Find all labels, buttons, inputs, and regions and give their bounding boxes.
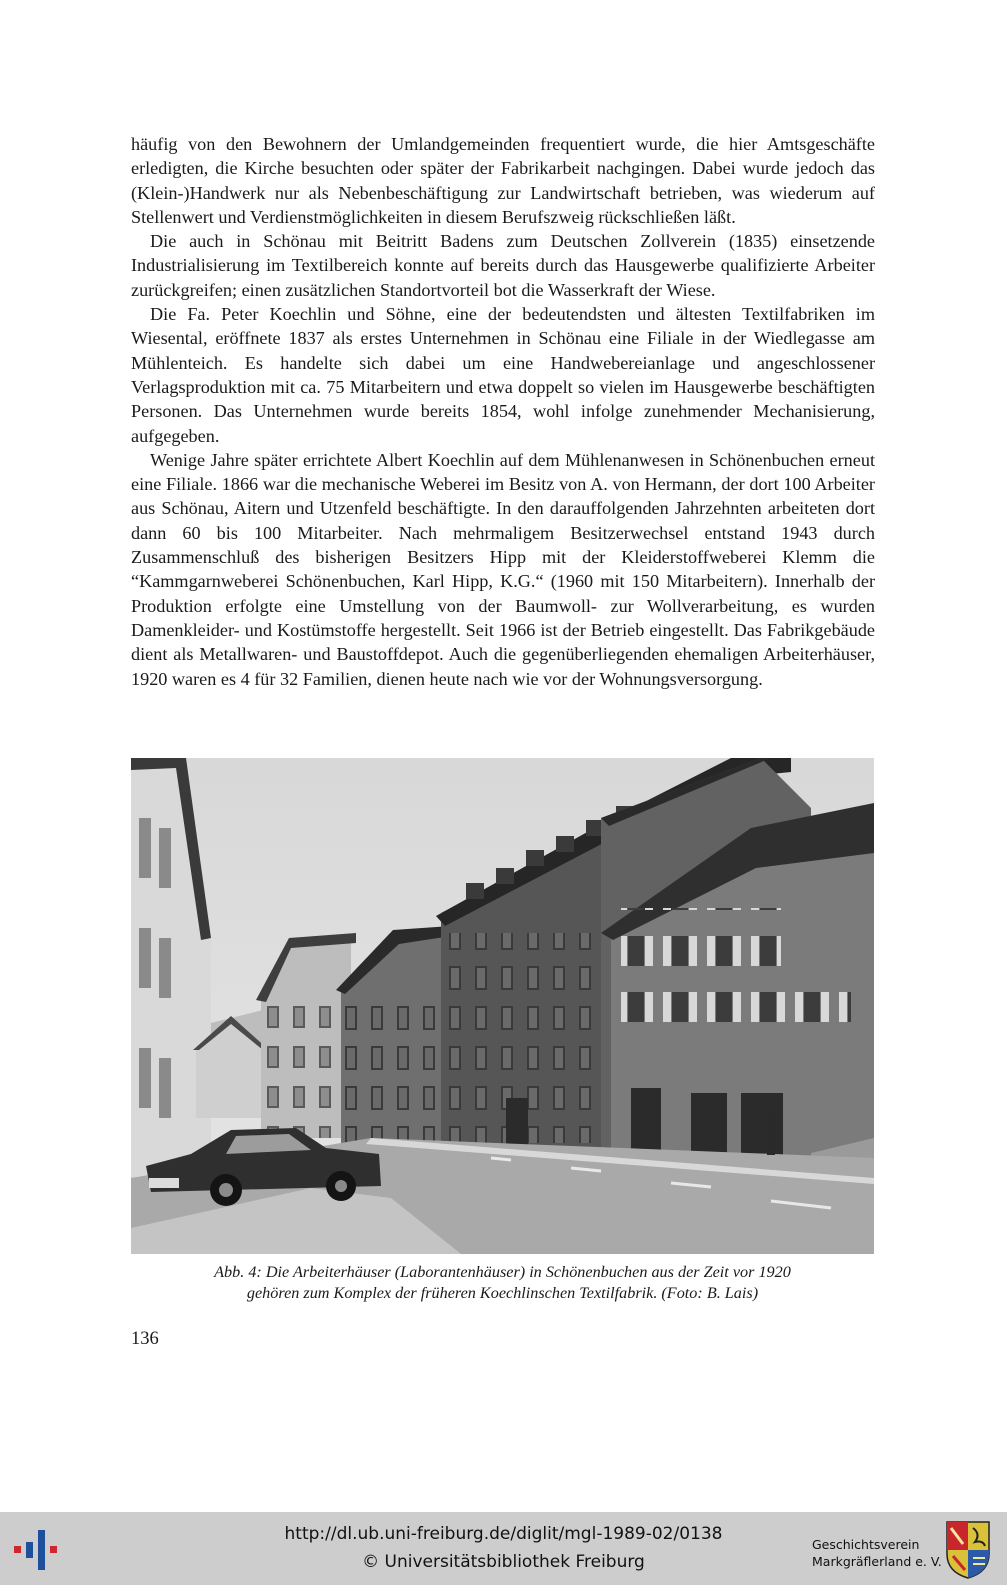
society-line-1: Geschichtsverein	[812, 1537, 920, 1552]
footer-url-link[interactable]: http://dl.ub.uni-freiburg.de/diglit/mgl-1989-02/0138	[284, 1524, 723, 1544]
caption-line-2: gehören zum Komplex der früheren Koechlinschen Textilfabrik. (Foto: B. Lais)	[246, 1284, 759, 1302]
paragraph-2: Die auch in Schönau mit Beitritt Badens zum Deutschen Zollverein (1835) einsetzende Industrialisierung im Textilbereich konnte auf bereits durch das Hausgewerbe qualifizierte Arbeiter zurückgreifen; einen zusätzlichen Standortvorteil bot die Wasserkraft der Wiese.	[131, 231, 875, 300]
caption-line-1: Abb. 4: Die Arbeiterhäuser (Laborantenhäuser) in Schönenbuchen aus der Zeit vor 1920	[214, 1263, 791, 1281]
paragraph-3: Die Fa. Peter Koechlin und Söhne, eine der bedeutendsten und ältesten Textilfabriken im Wiesental, eröffnete 1837 als erstes Unternehmen in Schönau eine Filiale in der Wiedlegasse am Mühlenteich. Es handelte sich dabei um eine Handwebereianlage und angeschlossener Verlagsproduktion mit ca. 75 Mitarbeitern und etwa doppelt so vielen im Hausgewerbe beschäftigten Personen. Das Unternehmen wurde bereits 1854, wohl infolge zunehmender Mechanisierung, aufgegeben.	[131, 304, 875, 446]
body-text	[131, 132, 875, 691]
paragraph-4: Wenige Jahre später errichtete Albert Koechlin auf dem Mühlenanwesen in Schönenbuchen erneut eine Filiale. 1866 war die mechanische Weberei im Besitz von A. von Hermann, der dort 100 Arbeiter aus Schönau, Aitern und Utzenfeld beschäftigte. In den darauffolgenden Jahrzehnten arbeiteten dort dann 60 bis 100 Mitarbeiter. Nach mehrmaligem Besitzerwechsel entstand 1943 durch Zusammenschluß des bisherigen Besitzers Hipp mit der Kleiderstoffweberei Klemm die “Kammgarnweberei Schönenbuchen, Karl Hipp, K.G.“ (1960 mit 150 Mitarbeitern). Innerhalb der Produktion erfolgte eine Umstellung von der Baumwoll- zur Wollverarbeitung, es wurden Damenkleider- und Kostümstoffe hergestellt. Seit 1966 ist der Betrieb eingestellt. Das Fabrikgebäude dient als Metallwaren- und Baustoffdepot. Auch die gegenüberliegenden ehemaligen Arbeiterhäuser, 1920 waren es 4 für 32 Familien, dienen heute nach wie vor der Wohnungsversorgung.	[131, 449, 875, 689]
coat-of-arms-icon	[945, 1520, 991, 1580]
society-line-2: Markgräflerland e. V.	[812, 1554, 942, 1569]
footer-society-name	[812, 1536, 942, 1570]
footer-bar	[0, 1512, 1007, 1585]
footer-copyright: © Universitätsbibliothek Freiburg	[362, 1552, 645, 1572]
paragraph-1: häufig von den Bewohnern der Umlandgemeinden frequentiert wurde, die hier Amtsgeschäfte erledigten, die Kirche besuchten oder später der Fabrikarbeit nachgingen. Dabei wurde jedoch das (Klein-)Handwerk nur als Nebenbeschäftigung zur Landwirtschaft betrieben, was wiederum auf Stellenwert und Verdienstmöglichkeiten in diesem Berufszweig rückschließen läßt.	[131, 134, 875, 227]
street-photo	[131, 758, 874, 1254]
figure-caption	[131, 1262, 874, 1304]
page-number: 136	[131, 1329, 159, 1349]
